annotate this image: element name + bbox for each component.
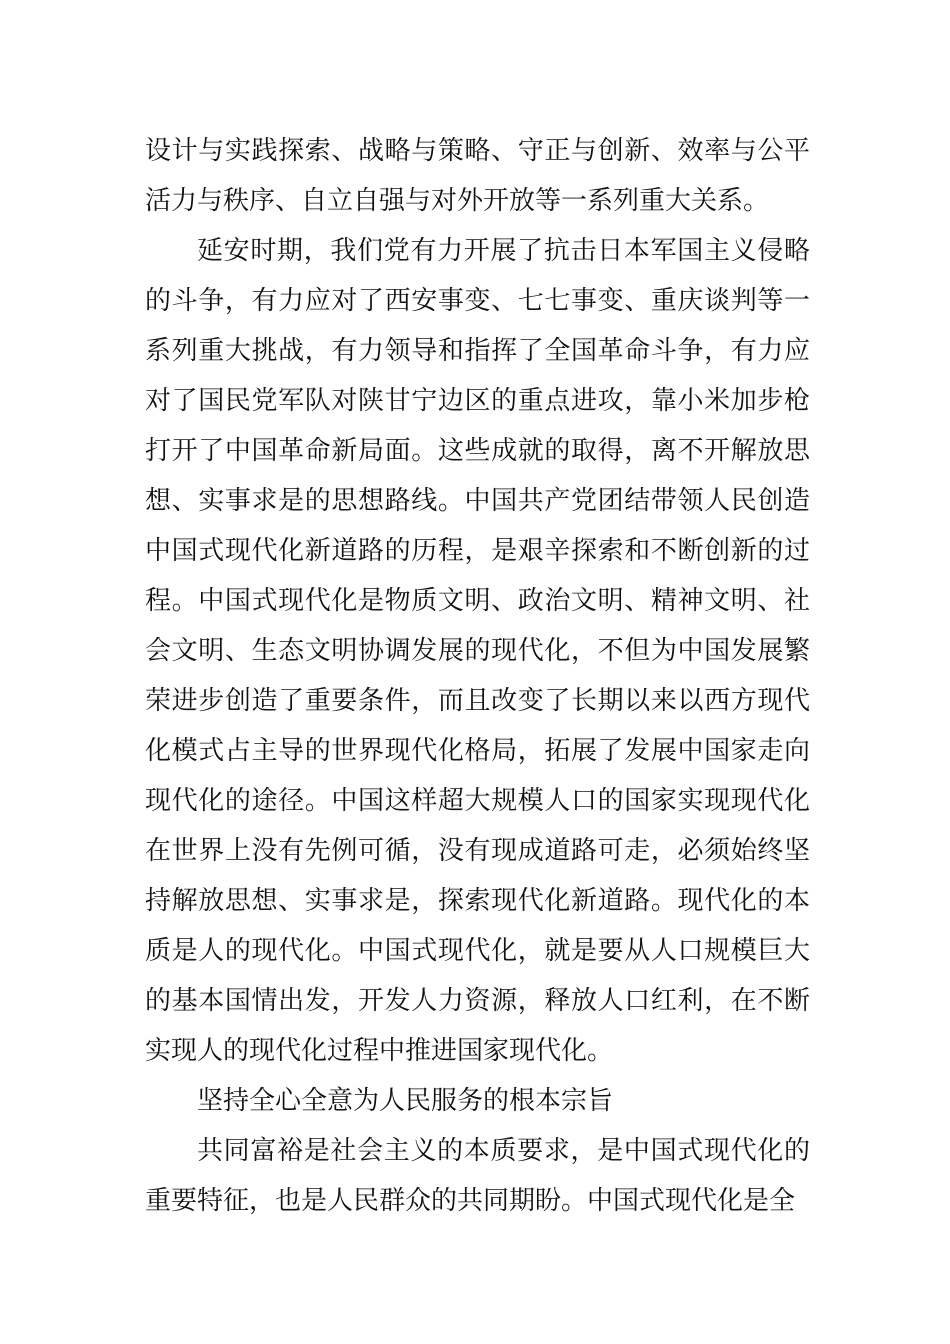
section-heading: 坚持全心全意为人民服务的根本宗旨 xyxy=(197,1086,614,1116)
paragraph-yanan-period: 延安时期，我们党有力开展了抗击日本军国主义侵略的斗争，有力应对了西安事变、七七事变、重庆谈判等一系列重大挑战，有力领导和指挥了全国革命斗争，有力应对了国民党军队对陕甘宁边区的重点进攻，靠小米加步枪打开了中国革命新局面。这些成就的取得，离不开解放思想、实事求是的思想路线。中国共产党团结带领人民创造中国式现代化新道路的历程，是艰辛探索和不断创新的过程。中国式现代化是物质文明、政治文明、精神文明、社会文明、生态文明协调发展的现代化，不但为中国发展繁荣进步创造了重要条件，而且改变了长期以来以西方现代化模式占主导的世界现代化格局，拓展了发展中国家走向现代化的途径。中国这样超大规模人口的国家实现现代化在世界上没有先例可循，没有现成道路可走，必须始终坚持解放思想、实事求是，探索现代化新道路。现代化的本质是人的现代化。中国式现代化，就是要从人口规模巨大的基本国情出发，开发人力资源，释放人口红利，在不断实现人的现代化过程中推进国家现代化。 xyxy=(145,236,810,1066)
paragraph-common-prosperity: 共同富裕是社会主义的本质要求，是中国式现代化的重要特征，也是人民群众的共同期盼。中国式现代化是全 xyxy=(145,1136,810,1216)
body-text xyxy=(145,126,810,1226)
paragraph-continued: 设计与实践探索、战略与策略、守正与创新、效率与公平活力与秩序、自立自强与对外开放等一系列重大关系。 xyxy=(145,136,810,216)
